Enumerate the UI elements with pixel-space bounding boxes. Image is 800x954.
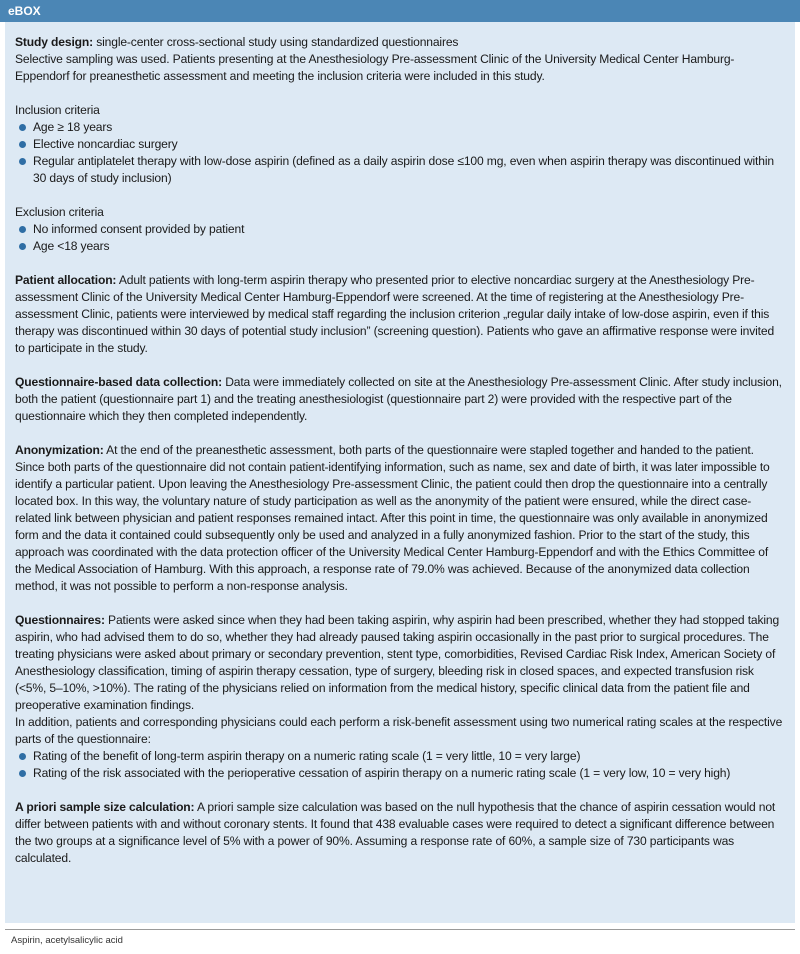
bullet-icon: [19, 141, 26, 148]
study-design-section: [15, 34, 785, 85]
data-collection-label: Questionnaire-based data collection:: [15, 375, 222, 389]
list-item-text: Rating of the risk associated with the perioperative cessation of aspirin therapy on a numeric rating scale (1 = very low, 10 = very high): [33, 766, 731, 780]
list-item-text: Age ≥ 18 years: [33, 120, 113, 134]
list-item: [15, 136, 785, 153]
sample-size-section: [15, 799, 785, 867]
study-design-line: [15, 34, 785, 51]
bullet-icon: [19, 124, 26, 131]
inclusion-title: Inclusion criteria: [15, 103, 100, 117]
inclusion-list: [15, 119, 785, 187]
data-collection-section: [15, 374, 785, 425]
bullet-icon: [19, 770, 26, 777]
data-collection-text: Data were immediately collected on site at the Anesthesiology Pre-assessment Clinic. After study inclusion, both the patient (questionnaire part 1) and the treating anesthesiologist (questionnaire part 2) were provided with the respective part of the questionnaire which they then completed independently.: [15, 375, 782, 423]
patient-allocation-text: Adult patients with long-term aspirin therapy who presented prior to elective noncardiac surgery at the Anesthesiology Pre-assessment Clinic of the University Medical Center Hamburg-Eppendorf were screened. At the time of registering at the Anesthesiology Pre-assessment Clinic, patients were interviewed by medical staff regarding the inclusion criterion „regular daily intake of low-dose aspirin, even if this therapy was discontinued within 30 days of potential study inclusion” (screening question). Patients who gave an affirmative response were invited to participate in the study.: [15, 273, 775, 355]
list-item-text: Age <18 years: [33, 239, 110, 253]
exclusion-section: [15, 204, 785, 255]
rating-scale-list: [15, 748, 785, 782]
bullet-icon: [19, 158, 26, 165]
study-design-detail: Selective sampling was used. Patients presenting at the Anesthesiology Pre-assessment Clinic of the University Medical Center Hamburg-Eppendorf for preanesthetic assessment and meeting the inclusion criteria were included in this study.: [15, 52, 735, 83]
bullet-icon: [19, 243, 26, 250]
list-item-text: No informed consent provided by patient: [33, 222, 245, 236]
ebox-header: [0, 0, 800, 22]
bullet-icon: [19, 226, 26, 233]
patient-allocation-label: Patient allocation:: [15, 273, 117, 287]
list-item-text: Elective noncardiac surgery: [33, 137, 178, 151]
study-design-label: Study design:: [15, 35, 94, 49]
questionnaires-label: Questionnaires:: [15, 613, 105, 627]
ebox-content: [5, 22, 795, 923]
footnote: Aspirin, acetylsalicylic acid: [5, 929, 795, 946]
list-item: [15, 238, 785, 255]
anonymization-text: At the end of the preanesthetic assessment, both parts of the questionnaire were stapled together and handed to the patient. Since both parts of the questionnaire did not contain patient-identifying information, such as name, sex and date of birth, it was later impossible to identify a particular patient. Upon leaving the Anesthesiology Pre-assessment Clinic, the patient could then drop the questionnaire into a centrally located box. In this way, the voluntary nature of study participation as well as the anonymity of the patient were ensured, while the direct case-related link between physician and patient responses remained intact. After this point in time, the questionnaire was only available in anonymized form and the data it contained could subsequently only be used and analyzed in a fully anonymized fashion. Prior to the start of the study, this approach was coordinated with the data protection officer of the University Medical Center Hamburg-Eppendorf and with the Ethics Committee of the Medical Association of Hamburg. With this approach, a response rate of 79.0% was achieved. Because of the anonymized data collection method, it was not possible to perform a non-response analysis.: [15, 443, 770, 593]
patient-allocation-paragraph: [15, 272, 785, 357]
list-item: [15, 765, 785, 782]
anonymization-section: [15, 442, 785, 595]
data-collection-paragraph: [15, 374, 785, 425]
anonymization-label: Anonymization:: [15, 443, 104, 457]
list-item: [15, 748, 785, 765]
questionnaires-addition: In addition, patients and corresponding physicians could each perform a risk-benefit assessment using two numerical rating scales at the respective parts of the questionnaire:: [15, 715, 783, 746]
list-item-text: Rating of the benefit of long-term aspirin therapy on a numeric rating scale (1 = very little, 10 = very large): [33, 749, 581, 763]
study-design-text: single-center cross-sectional study using standardized questionnaires: [96, 35, 459, 49]
inclusion-section: [15, 102, 785, 187]
bullet-icon: [19, 753, 26, 760]
ebox-title: eBOX: [8, 4, 41, 18]
questionnaires-section: [15, 612, 785, 782]
exclusion-title: Exclusion criteria: [15, 205, 104, 219]
anonymization-paragraph: [15, 442, 785, 595]
list-item-text: Regular antiplatelet therapy with low-dose aspirin (defined as a daily aspirin dose ≤100 mg, even when aspirin therapy was discontinued within 30 days of study inclusion): [33, 154, 774, 185]
list-item: [15, 221, 785, 238]
exclusion-list: [15, 221, 785, 255]
patient-allocation-section: [15, 272, 785, 357]
questionnaires-text: Patients were asked since when they had been taking aspirin, why aspirin had been prescribed, whether they had stopped taking aspirin, who had advised them to do so, whether they had already paused taking aspirin occasionally in the past prior to surgical procedures. The treating physicians were asked about primary or secondary prevention, stent type, comorbidities, Revised Cardiac Risk Index, American Society of Anesthesiology classification, timing of aspirin therapy cessation, type of surgery, bleeding risk in closed spaces, and expected transfusion risk (<5%, 5–10%, >10%). The rating of the physicians relied on information from the medical history, specific clinical data from the patient file and preoperative examination findings.: [15, 613, 780, 712]
sample-size-text: A priori sample size calculation was based on the null hypothesis that the chance of aspirin cessation would not differ between patients with and without coronary stents. It found that 438 evaluable cases were required to detect a significant difference between the two groups at a significance level of 5% with a power of 90%. Assuming a response rate of 60%, a sample size of 730 participants was calculated.: [15, 800, 776, 865]
list-item: [15, 119, 785, 136]
sample-size-paragraph: [15, 799, 785, 867]
list-item: [15, 153, 785, 187]
questionnaires-paragraph: [15, 612, 785, 714]
sample-size-label: A priori sample size calculation:: [15, 800, 195, 814]
